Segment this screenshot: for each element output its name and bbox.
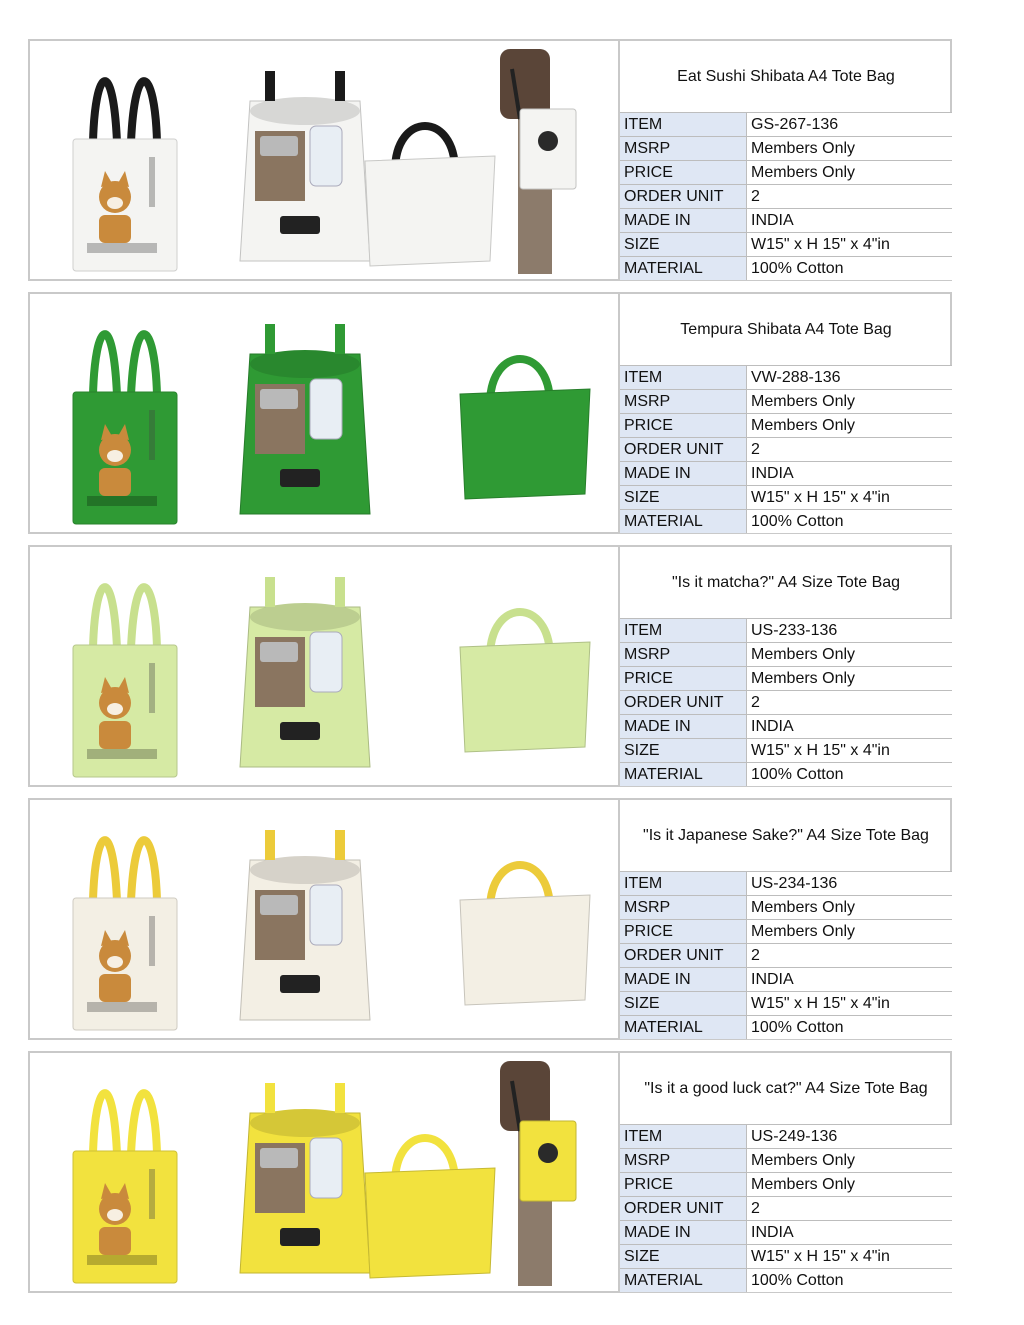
spec-label: ORDER UNIT <box>620 1197 747 1221</box>
model-carrying-bag-image <box>490 1061 580 1286</box>
product-title: Tempura Shibata A4 Tote Bag <box>680 320 892 338</box>
bag-interior-image <box>230 830 380 1030</box>
bag-side-image <box>355 1113 505 1283</box>
spec-table <box>620 112 952 280</box>
spec-value: 2 <box>747 438 953 462</box>
spec-value: 2 <box>747 185 953 209</box>
spec-value: W15" x H 15" x 4"in <box>747 486 953 510</box>
product-photo <box>450 334 600 504</box>
spec-row <box>620 233 952 257</box>
product-photo <box>230 830 380 1030</box>
spec-row <box>620 1245 952 1269</box>
spec-panel <box>618 41 952 279</box>
spec-value: 2 <box>747 691 953 715</box>
product-photo <box>450 587 600 757</box>
spec-value: 100% Cotton <box>747 257 953 281</box>
product-block <box>28 292 952 534</box>
spec-value: INDIA <box>747 1221 953 1245</box>
spec-label: ORDER UNIT <box>620 438 747 462</box>
spec-table <box>620 365 952 533</box>
product-photo <box>490 49 580 274</box>
spec-label: MATERIAL <box>620 257 747 281</box>
spec-value: US-233-136 <box>747 619 953 643</box>
spec-value: US-234-136 <box>747 872 953 896</box>
spec-value: W15" x H 15" x 4"in <box>747 739 953 763</box>
product-block <box>28 39 952 281</box>
spec-value: W15" x H 15" x 4"in <box>747 1245 953 1269</box>
spec-value: W15" x H 15" x 4"in <box>747 992 953 1016</box>
spec-value: Members Only <box>747 414 953 438</box>
spec-row <box>620 1125 952 1149</box>
spec-label: MSRP <box>620 643 747 667</box>
product-photo <box>65 1059 185 1289</box>
spec-row <box>620 438 952 462</box>
spec-row <box>620 113 952 137</box>
spec-value: 100% Cotton <box>747 1016 953 1040</box>
spec-label: MSRP <box>620 1149 747 1173</box>
spec-row <box>620 968 952 992</box>
product-title: "Is it Japanese Sake?" A4 Size Tote Bag <box>643 826 929 844</box>
spec-row <box>620 137 952 161</box>
product-photo <box>65 47 185 277</box>
spec-label: MADE IN <box>620 968 747 992</box>
bag-interior-image <box>230 324 380 524</box>
spec-label: ITEM <box>620 872 747 896</box>
spec-label: SIZE <box>620 486 747 510</box>
spec-label: PRICE <box>620 667 747 691</box>
spec-panel <box>618 800 952 1038</box>
spec-label: MATERIAL <box>620 510 747 534</box>
spec-row <box>620 366 952 390</box>
spec-label: ORDER UNIT <box>620 185 747 209</box>
product-photo <box>230 577 380 777</box>
spec-row <box>620 643 952 667</box>
spec-row <box>620 896 952 920</box>
product-photo <box>355 101 505 271</box>
spec-value: 100% Cotton <box>747 763 953 787</box>
spec-label: ORDER UNIT <box>620 944 747 968</box>
spec-row <box>620 715 952 739</box>
spec-value: 100% Cotton <box>747 510 953 534</box>
spec-label: MADE IN <box>620 209 747 233</box>
spec-row <box>620 667 952 691</box>
spec-value: Members Only <box>747 667 953 691</box>
spec-row <box>620 1149 952 1173</box>
spec-value: 2 <box>747 944 953 968</box>
spec-label: MADE IN <box>620 1221 747 1245</box>
spec-value: 2 <box>747 1197 953 1221</box>
spec-value: Members Only <box>747 137 953 161</box>
product-photo <box>490 1061 580 1286</box>
spec-value: 100% Cotton <box>747 1269 953 1293</box>
spec-value: W15" x H 15" x 4"in <box>747 233 953 257</box>
spec-value: Members Only <box>747 1173 953 1197</box>
spec-row <box>620 1173 952 1197</box>
spec-row <box>620 257 952 281</box>
spec-value: INDIA <box>747 968 953 992</box>
spec-row <box>620 161 952 185</box>
spec-panel <box>618 547 952 785</box>
spec-row <box>620 619 952 643</box>
bag-front-image <box>65 553 185 783</box>
spec-label: ITEM <box>620 619 747 643</box>
bag-front-image <box>65 1059 185 1289</box>
spec-label: MSRP <box>620 390 747 414</box>
product-photos <box>30 1053 618 1291</box>
spec-label: MSRP <box>620 896 747 920</box>
product-photo <box>65 300 185 530</box>
bag-front-image <box>65 47 185 277</box>
spec-value: Members Only <box>747 896 953 920</box>
spec-row <box>620 763 952 787</box>
spec-value: Members Only <box>747 1149 953 1173</box>
spec-label: ITEM <box>620 366 747 390</box>
spec-table <box>620 618 952 786</box>
product-title: Eat Sushi Shibata A4 Tote Bag <box>677 67 895 85</box>
spec-label: PRICE <box>620 414 747 438</box>
spec-row <box>620 739 952 763</box>
spec-label: MATERIAL <box>620 1016 747 1040</box>
spec-row <box>620 1269 952 1293</box>
spec-value: GS-267-136 <box>747 113 953 137</box>
spec-row <box>620 486 952 510</box>
spec-value: Members Only <box>747 390 953 414</box>
spec-label: PRICE <box>620 1173 747 1197</box>
product-block <box>28 798 952 1040</box>
product-photo <box>355 1113 505 1283</box>
spec-label: ITEM <box>620 1125 747 1149</box>
spec-value: INDIA <box>747 462 953 486</box>
spec-value: Members Only <box>747 161 953 185</box>
spec-row <box>620 1197 952 1221</box>
product-photo <box>65 806 185 1036</box>
bag-side-image <box>450 587 600 757</box>
model-carrying-bag-image <box>490 49 580 274</box>
product-title: "Is it matcha?" A4 Size Tote Bag <box>671 573 901 591</box>
spec-row <box>620 462 952 486</box>
spec-panel <box>618 1053 952 1291</box>
product-block <box>28 545 952 787</box>
spec-label: PRICE <box>620 920 747 944</box>
bag-front-image <box>65 300 185 530</box>
product-photo <box>450 840 600 1010</box>
bag-side-image <box>450 334 600 504</box>
spec-table <box>620 871 952 1039</box>
spec-label: SIZE <box>620 739 747 763</box>
spec-row <box>620 944 952 968</box>
bag-side-image <box>355 101 505 271</box>
spec-value: US-249-136 <box>747 1125 953 1149</box>
spec-label: PRICE <box>620 161 747 185</box>
spec-table <box>620 1124 952 1292</box>
spec-row <box>620 691 952 715</box>
spec-row <box>620 209 952 233</box>
spec-label: MADE IN <box>620 715 747 739</box>
product-photos <box>30 800 618 1038</box>
spec-row <box>620 920 952 944</box>
spec-panel <box>618 294 952 532</box>
product-photo <box>65 553 185 783</box>
spec-label: MSRP <box>620 137 747 161</box>
spec-value: Members Only <box>747 643 953 667</box>
spec-row <box>620 510 952 534</box>
product-title: "Is it a good luck cat?" A4 Size Tote Bag <box>644 1079 928 1097</box>
spec-row <box>620 390 952 414</box>
spec-label: MATERIAL <box>620 1269 747 1293</box>
spec-label: SIZE <box>620 1245 747 1269</box>
spec-value: Members Only <box>747 920 953 944</box>
spec-value: INDIA <box>747 209 953 233</box>
product-photos <box>30 547 618 785</box>
product-block <box>28 1051 952 1293</box>
spec-label: ORDER UNIT <box>620 691 747 715</box>
spec-row <box>620 1016 952 1040</box>
product-photo <box>230 324 380 524</box>
spec-label: MADE IN <box>620 462 747 486</box>
spec-row <box>620 872 952 896</box>
spec-value: INDIA <box>747 715 953 739</box>
spec-row <box>620 185 952 209</box>
spec-row <box>620 414 952 438</box>
spec-label: MATERIAL <box>620 763 747 787</box>
product-photos <box>30 294 618 532</box>
bag-interior-image <box>230 577 380 777</box>
bag-front-image <box>65 806 185 1036</box>
spec-label: SIZE <box>620 992 747 1016</box>
spec-row <box>620 992 952 1016</box>
spec-row <box>620 1221 952 1245</box>
bag-side-image <box>450 840 600 1010</box>
spec-value: VW-288-136 <box>747 366 953 390</box>
spec-label: SIZE <box>620 233 747 257</box>
spec-label: ITEM <box>620 113 747 137</box>
product-photos <box>30 41 618 279</box>
